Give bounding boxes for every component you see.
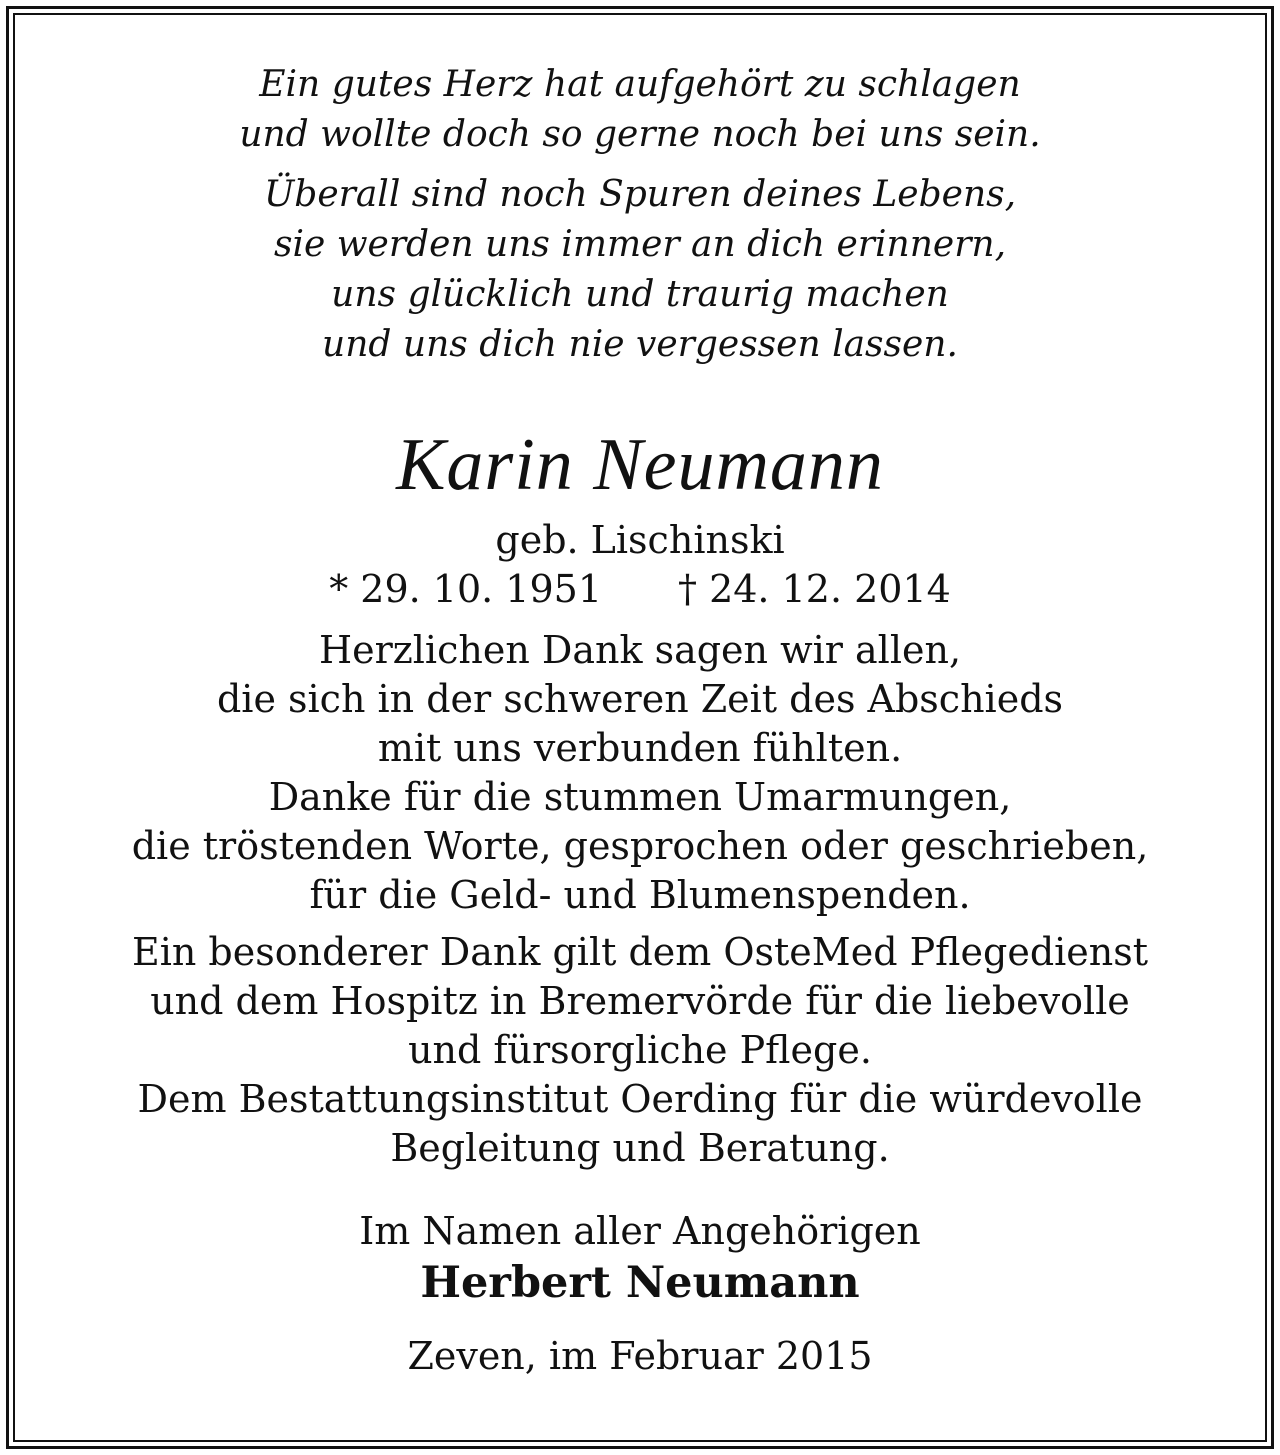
verse-line: und uns dich nie vergessen lassen. [322,324,958,365]
special-thanks-line: und fürsorgliche Pflege. [408,1028,872,1072]
special-thanks-line: Begleitung und Beratung. [390,1126,890,1170]
verse-line: und wollte doch so gerne noch bei uns sein. [239,114,1041,155]
verse-line: Ein gutes Herz hat aufgehört zu schlagen [259,64,1021,105]
place-date: Zeven, im Februar 2015 [407,1334,873,1378]
thanks-line: Danke für die stummen Umarmungen, [268,775,1012,819]
life-dates [18,565,1262,614]
verse-line: sie werden uns immer an dich erinnern, [273,224,1007,265]
birth-date: * 29. 10. 1951 [329,567,602,611]
thanks-line: mit uns verbunden fühlten. [377,726,903,770]
deceased-name: Karin Neumann [396,424,884,506]
special-thanks-line: Dem Bestattungsinstitut Oerding für die würdevolle [137,1077,1143,1121]
verse-line: Überall sind noch Spuren deines Lebens, [263,174,1017,215]
special-thanks-line: Ein besonderer Dank gilt dem OsteMed Pflegedienst [131,930,1149,974]
obituary-notice [18,18,1262,1381]
signoff-intro: Im Namen aller Angehörigen [359,1209,921,1253]
thanks-block [18,626,1262,920]
thanks-line: die tröstenden Worte, gesprochen oder geschrieben, [131,824,1149,868]
special-thanks-line: und dem Hospitz in Bremervörde für die liebevolle [150,979,1130,1023]
verse-line: uns glücklich und traurig machen [331,274,949,315]
birth-name: geb. Lischinski [495,518,785,562]
death-date: † 24. 12. 2014 [678,567,951,611]
verse-block-1 [18,60,1262,160]
thanks-line: die sich in der schweren Zeit des Abschieds [216,677,1064,721]
thanks-line: für die Geld- und Blumenspenden. [309,873,971,917]
thanks-line: Herzlichen Dank sagen wir allen, [318,628,962,672]
special-thanks-block [18,928,1262,1173]
verse-block-2 [18,170,1262,370]
signer-name: Herbert Neumann [420,1258,860,1308]
